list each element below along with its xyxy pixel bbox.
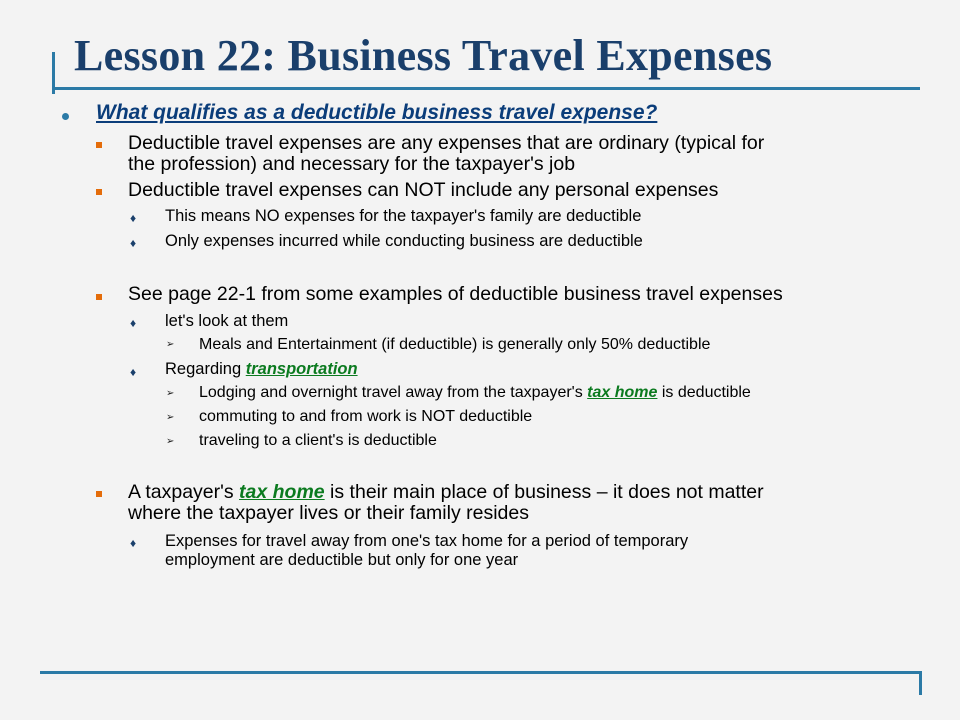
sub-bullet-text: This means NO expenses for the taxpayer's family are deductible	[165, 207, 642, 225]
tax-home-link[interactable]: tax home	[587, 384, 658, 401]
footer-rule-horizontal	[40, 671, 922, 674]
round-bullet-icon	[62, 113, 69, 120]
sub-bullet-text: Only expenses incurred while conducting business are deductible	[165, 232, 643, 250]
arrow-bullet-icon: ➢	[166, 436, 175, 447]
arrow-bullet-icon: ➢	[166, 388, 175, 399]
diamond-bullet-icon: ♦	[130, 536, 137, 550]
bullet-text: Deductible travel expenses can NOT include any personal expenses	[128, 179, 719, 201]
square-bullet-icon	[96, 491, 102, 497]
bullet-text: See page 22-1 from some examples of deductible business travel expenses	[128, 283, 783, 305]
text-prefix: A taxpayer's	[128, 481, 240, 503]
square-bullet-icon	[96, 189, 102, 195]
slide-title: Lesson 22: Business Travel Expenses	[74, 31, 773, 80]
sub-bullet-prefix: Regarding	[165, 360, 246, 378]
sub-bullet-text	[165, 360, 358, 379]
bullet-text: where the taxpayer lives or their family resides	[128, 502, 529, 524]
sub-bullet-text: Expenses for travel away from one's tax home for a period of temporary	[165, 532, 689, 550]
sub-sub-bullet-text	[199, 384, 751, 402]
sub-sub-bullet-text: traveling to a client's is deductible	[199, 432, 437, 449]
footer-rule-vertical	[919, 671, 922, 695]
sub-bullet-text: employment are deductible but only for one year	[165, 551, 519, 569]
square-bullet-icon	[96, 294, 102, 300]
arrow-bullet-icon: ➢	[166, 412, 175, 423]
transportation-link[interactable]: transportation	[245, 360, 358, 378]
bullet-text	[128, 482, 764, 503]
diamond-bullet-icon: ♦	[130, 316, 137, 330]
text-suffix: is their main place of business – it does not matter	[324, 481, 764, 503]
diamond-bullet-icon: ♦	[130, 236, 137, 250]
sub-sub-bullet-text: Meals and Entertainment (if deductible) is generally only 50% deductible	[199, 336, 711, 353]
bullet-text: Deductible travel expenses are any expenses that are ordinary (typical for	[128, 132, 765, 154]
tax-home-link[interactable]: tax home	[239, 481, 325, 503]
diamond-bullet-icon: ♦	[130, 211, 137, 225]
arrow-bullet-icon: ➢	[166, 339, 175, 350]
square-bullet-icon	[96, 142, 102, 148]
section-heading: What qualifies as a deductible business travel expense?	[96, 101, 658, 124]
sub-sub-bullet-text: commuting to and from work is NOT deductible	[199, 408, 533, 425]
diamond-bullet-icon: ♦	[130, 365, 137, 379]
text-suffix: is deductible	[657, 384, 751, 401]
bullet-text: the profession) and necessary for the taxpayer's job	[128, 153, 576, 175]
sub-bullet-text: let's look at them	[165, 312, 289, 330]
text-prefix: Lodging and overnight travel away from the taxpayer's	[199, 384, 588, 401]
